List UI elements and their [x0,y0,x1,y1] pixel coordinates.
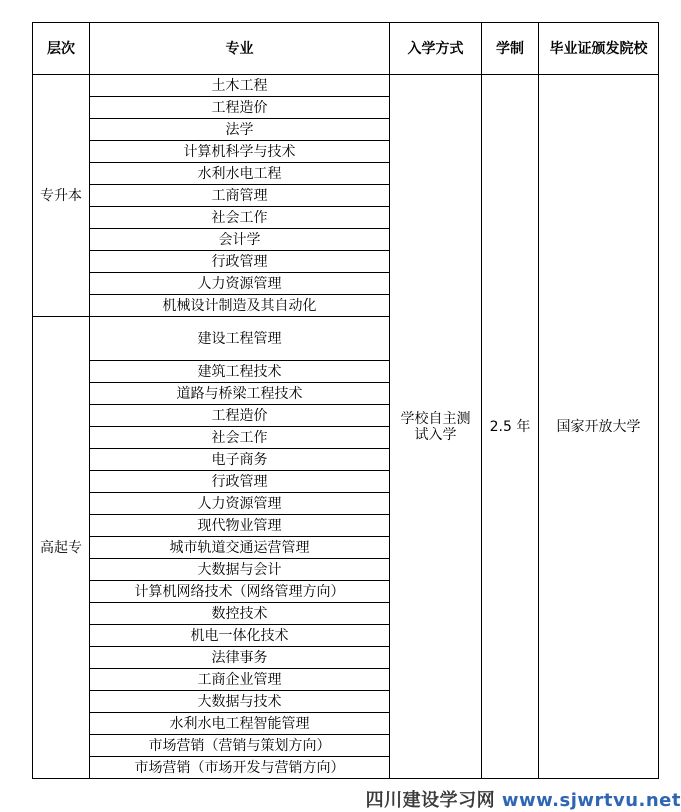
major-cell: 现代物业管理 [90,515,390,537]
watermark-url: www.sjwrtvu.net [501,790,681,811]
major-cell: 社会工作 [90,207,390,229]
major-cell: 大数据与技术 [90,691,390,713]
major-cell: 土木工程 [90,75,390,97]
major-cell: 工程造价 [90,405,390,427]
major-cell: 人力资源管理 [90,493,390,515]
major-cell: 数控技术 [90,603,390,625]
major-cell: 大数据与会计 [90,559,390,581]
level-cell: 专升本 [33,75,90,317]
level-cell: 高起专 [33,317,90,779]
major-cell: 社会工作 [90,427,390,449]
major-cell: 电子商务 [90,449,390,471]
major-cell: 计算机科学与技术 [90,141,390,163]
major-cell: 水利水电工程智能管理 [90,713,390,735]
major-cell: 会计学 [90,229,390,251]
header-issuer: 毕业证颁发院校 [539,23,659,75]
major-cell: 建设工程管理 [90,317,390,361]
header-admission: 入学方式 [390,23,482,75]
major-cell: 城市轨道交通运营管理 [90,537,390,559]
major-cell: 建筑工程技术 [90,361,390,383]
major-cell: 法学 [90,119,390,141]
duration-cell: 2.5 年 [482,75,539,779]
major-cell: 工程造价 [90,97,390,119]
watermark [366,789,681,812]
watermark-cn: 四川建设学习网 [365,790,496,811]
header-row [33,23,659,75]
table-body [33,75,659,779]
major-cell: 计算机网络技术（网络管理方向） [90,581,390,603]
major-cell: 行政管理 [90,471,390,493]
majors-table [32,22,659,779]
major-cell: 人力资源管理 [90,273,390,295]
issuer-cell: 国家开放大学 [539,75,659,779]
major-cell: 法律事务 [90,647,390,669]
major-cell: 工商企业管理 [90,669,390,691]
table-row [33,75,659,97]
major-cell: 机械设计制造及其自动化 [90,295,390,317]
major-cell: 市场营销（市场开发与营销方向） [90,757,390,779]
major-cell: 水利水电工程 [90,163,390,185]
watermark-bar [0,789,681,812]
major-cell: 机电一体化技术 [90,625,390,647]
header-major: 专业 [90,23,390,75]
header-level: 层次 [33,23,90,75]
major-cell: 行政管理 [90,251,390,273]
header-duration: 学制 [482,23,539,75]
major-cell: 市场营销（营销与策划方向） [90,735,390,757]
major-cell: 工商管理 [90,185,390,207]
admission-cell: 学校自主测试入学 [390,75,482,779]
major-cell: 道路与桥梁工程技术 [90,383,390,405]
